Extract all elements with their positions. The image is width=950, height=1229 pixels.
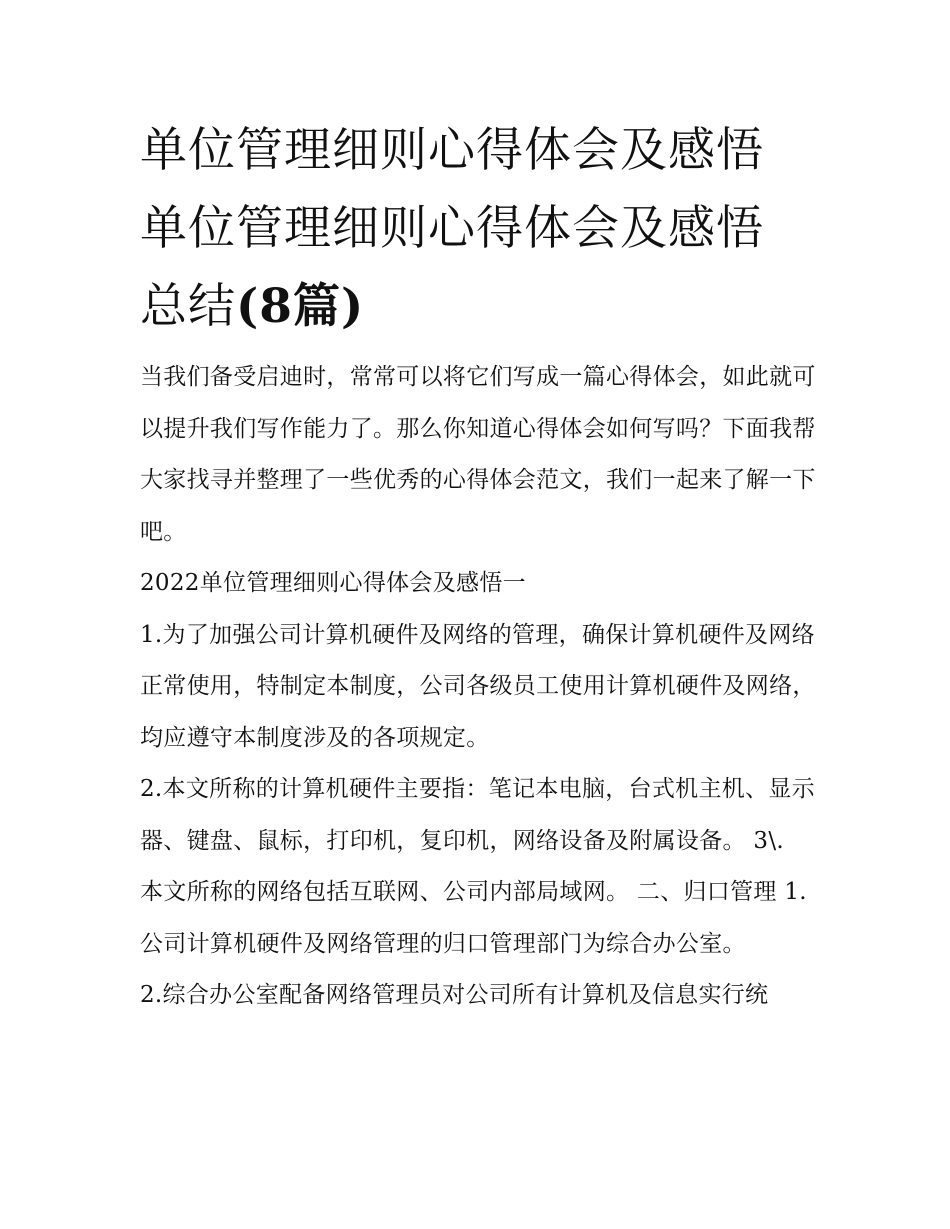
body-paragraph: 本文所称的网络包括互联网、公司内部局域网。 二、归口管理 1.公司计算机硬件及网络管理的归口管理部门为综合办公室。 xyxy=(140,879,807,957)
intro-paragraph: 当我们备受启迪时，常常可以将它们写成一篇心得体会，如此就可以提升我们写作能力了。那么你知道心得体会如何写吗？下面我帮大家找寻并整理了一些优秀的心得体会范文，我们一起来了解一下吧。 xyxy=(140,364,816,545)
title-count: (8篇) xyxy=(236,279,365,334)
body-paragraph: 2.综合办公室配备网络管理员对公司所有计算机及信息实行统 xyxy=(140,982,769,1008)
body-paragraph: 1.为了加强公司计算机硬件及网络的管理，确保计算机硬件及网络正常使用，特制定本制度，公司各级员工使用计算机硬件及网络，均应遵守本制度涉及的各项规定。 xyxy=(140,621,816,751)
title-line-3: 总结 xyxy=(140,279,236,334)
title-line-1: 单位管理细则心得体会及感悟 xyxy=(140,123,764,178)
title-line-2: 单位管理细则心得体会及感悟 xyxy=(140,201,764,256)
section-heading: 2022单位管理细则心得体会及感悟一 xyxy=(140,570,526,596)
document-title xyxy=(140,112,820,346)
body-paragraph: 2.本文所称的计算机硬件主要指：笔记本电脑，台式机主机、显示器、键盘、鼠标，打印机，复印机，网络设备及附属设备。 3\. xyxy=(140,776,815,854)
document-page xyxy=(140,112,820,1022)
